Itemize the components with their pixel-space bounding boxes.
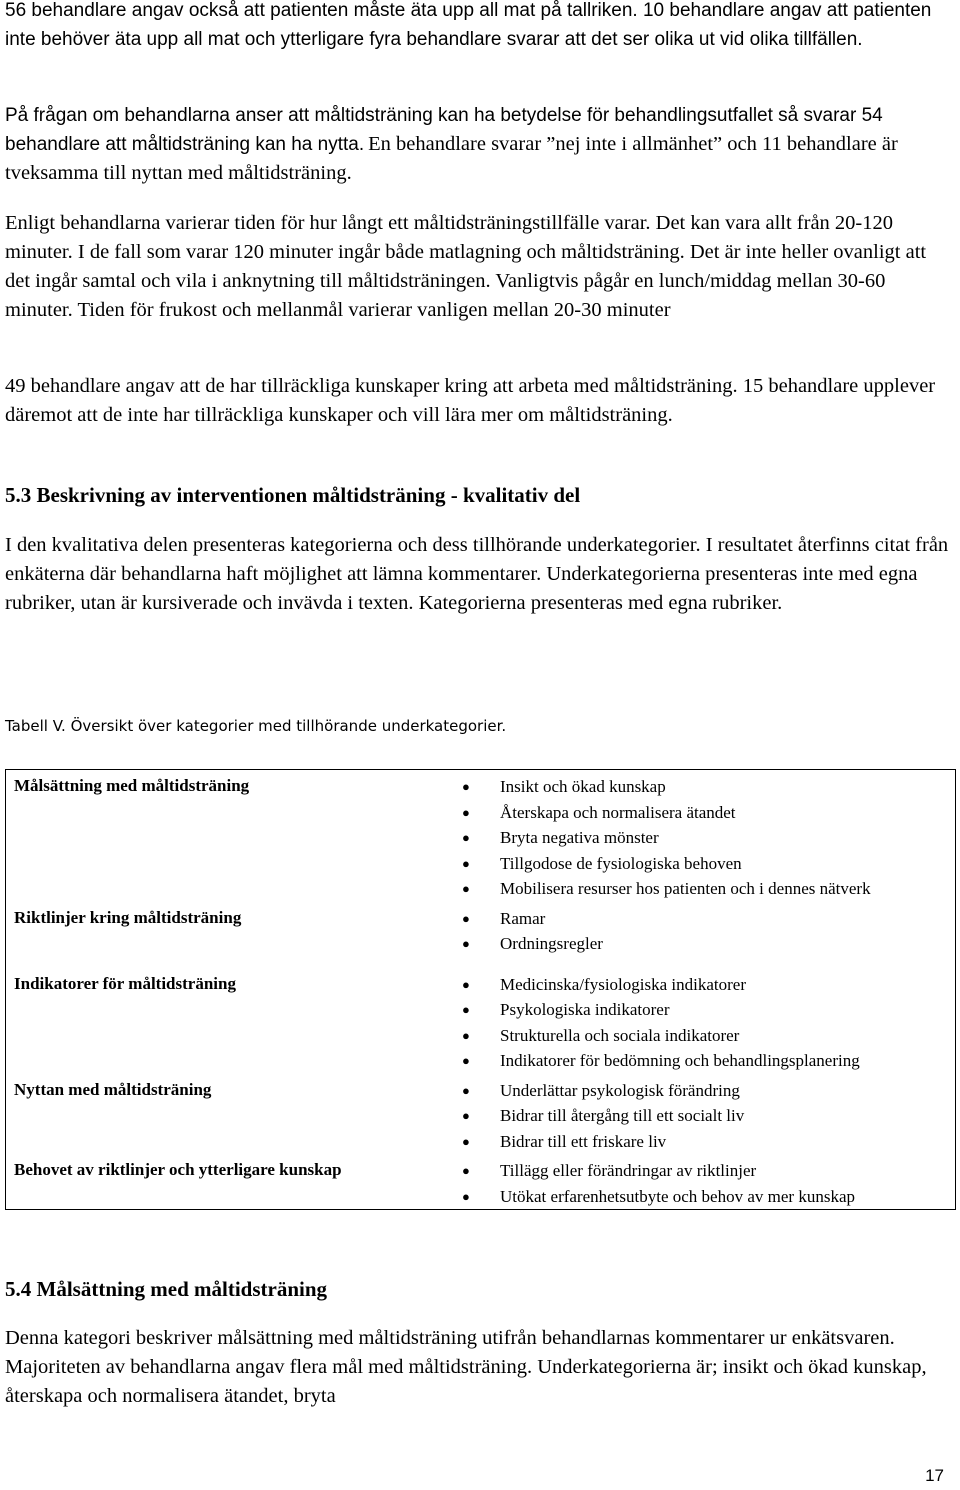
category-cell: Nyttan med måltidsträning [14,1079,212,1099]
list-item: ● Ordningsregler [444,931,955,957]
paragraph-goal-category: Denna kategori beskriver målsättning med måltidsträning utifrån behandlarnas kommentarer ur enkätsvaren. Majoriteten av behandlarna angav flera mål med måltidsträning. Underkategorierna är; insikt och ökad kunskap, återskapa och normalisera ätandet, bryta [5,1327,927,1407]
list-item: ● Indikatorer för bedömning och behandlingsplanering [444,1048,955,1074]
table-caption: Tabell V. Översikt över kategorier med tillhörande underkategorier. [5,717,507,735]
category-table [5,769,956,1210]
subcategory-cell [444,1074,956,1155]
list-item: ● Tillägg eller förändringar av riktlinjer [444,1158,955,1184]
list-item: ● Bryta negativa mönster [444,825,955,851]
table-row [6,968,956,1074]
list-item: ● Strukturella och sociala indikatorer [444,1023,955,1049]
paragraph-knowledge: 49 behandlare angav att de har tillräckliga kunskaper kring att arbeta med måltidsträning. 15 behandlare upplever däremot att de inte har tillräckliga kunskaper och vill lära mer om måltidsträning. [5,375,936,426]
category-cell: Riktlinjer kring måltidsträning [14,907,242,927]
list-item: ● Återskapa och normalisera ätandet [444,800,955,826]
table-row [6,1154,956,1210]
subcategory-cell [444,770,956,902]
list-item: ● Utökat erfarenhetsutbyte och behov av mer kunskap [444,1184,955,1210]
section-heading-5-3: 5.3 Beskrivning av interventionen måltidsträning - kvalitativ del [5,483,581,507]
list-item: ● Psykologiska indikatorer [444,997,955,1023]
list-item: ● Tillgodose de fysiologiska behoven [444,851,955,877]
page-number: 17 [925,1466,944,1485]
list-item: ● Bidrar till ett friskare liv [444,1129,955,1155]
table-row [6,770,956,902]
category-cell: Behovet av riktlinjer och ytterligare kunskap [14,1160,342,1179]
subcategory-cell [444,968,956,1074]
category-cell: Indikatorer för måltidsträning [14,973,236,993]
paragraph-qualitative-intro: I den kvalitativa delen presenteras kategorierna och dess tillhörande underkategorier. I resultatet återfinns citat från enkäterna där behandlarna haft möjlighet att lämna kommentarer. Underkategorierna presenteras inte med egna rubriker, utan är kursiverade och invävda i texten. Kategorierna presenteras med egna rubriker. [5,534,949,614]
table-row [6,902,956,968]
paragraph-importance-part1: På frågan om behandlarna anser att måltidsträning kan ha betydelse för behandlingsutfallet så svarar 54 behandlare att måltidsträning kan ha nytta. [5,105,883,155]
paragraph-importance-part2: En behandlare svarar ”nej inte i allmänhet” och 11 behandlare är tveksamma till nyttan med måltidsträning. [5,133,898,184]
paragraph-food-finishing: 56 behandlare angav också att patienten måste äta upp all mat på tallriken. 10 behandlare angav att patienten inte behöver äta upp all mat och ytterligare fyra behandlare svarar att det ser olika ut vid olika tillfällen. [5,0,932,50]
list-item: ● Insikt och ökad kunskap [444,774,955,800]
list-item: ● Medicinska/fysiologiska indikatorer [444,972,955,998]
subcategory-cell [444,1154,956,1210]
subcategory-cell [444,902,956,968]
list-item: ● Bidrar till återgång till ett socialt liv [444,1103,955,1129]
section-heading-5-4: 5.4 Målsättning med måltidsträning [5,1277,328,1301]
list-item: ● Underlättar psykologisk förändring [444,1078,955,1104]
table-row [6,1074,956,1155]
paragraph-importance [5,101,955,188]
category-cell: Målsättning med måltidsträning [14,776,250,795]
paragraph-duration: Enligt behandlarna varierar tiden för hur långt ett måltidsträningstillfälle varar. Det kan vara allt från 20-120 minuter. I de fall som varar 120 minuter ingår både matlagning och måltidsträning. Det är inte heller ovanligt att det ingår samtal och vila i anknytning till måltidsträningen. Vanligtvis pågår en lunch/middag mellan 30-60 minuter. Tiden för frukost och mellanmål varierar vanligen mellan 20-30 minuter [5,212,927,321]
list-item: ● Mobilisera resurser hos patienten och i dennes nätverk [444,876,955,902]
list-item: ● Ramar [444,906,955,932]
